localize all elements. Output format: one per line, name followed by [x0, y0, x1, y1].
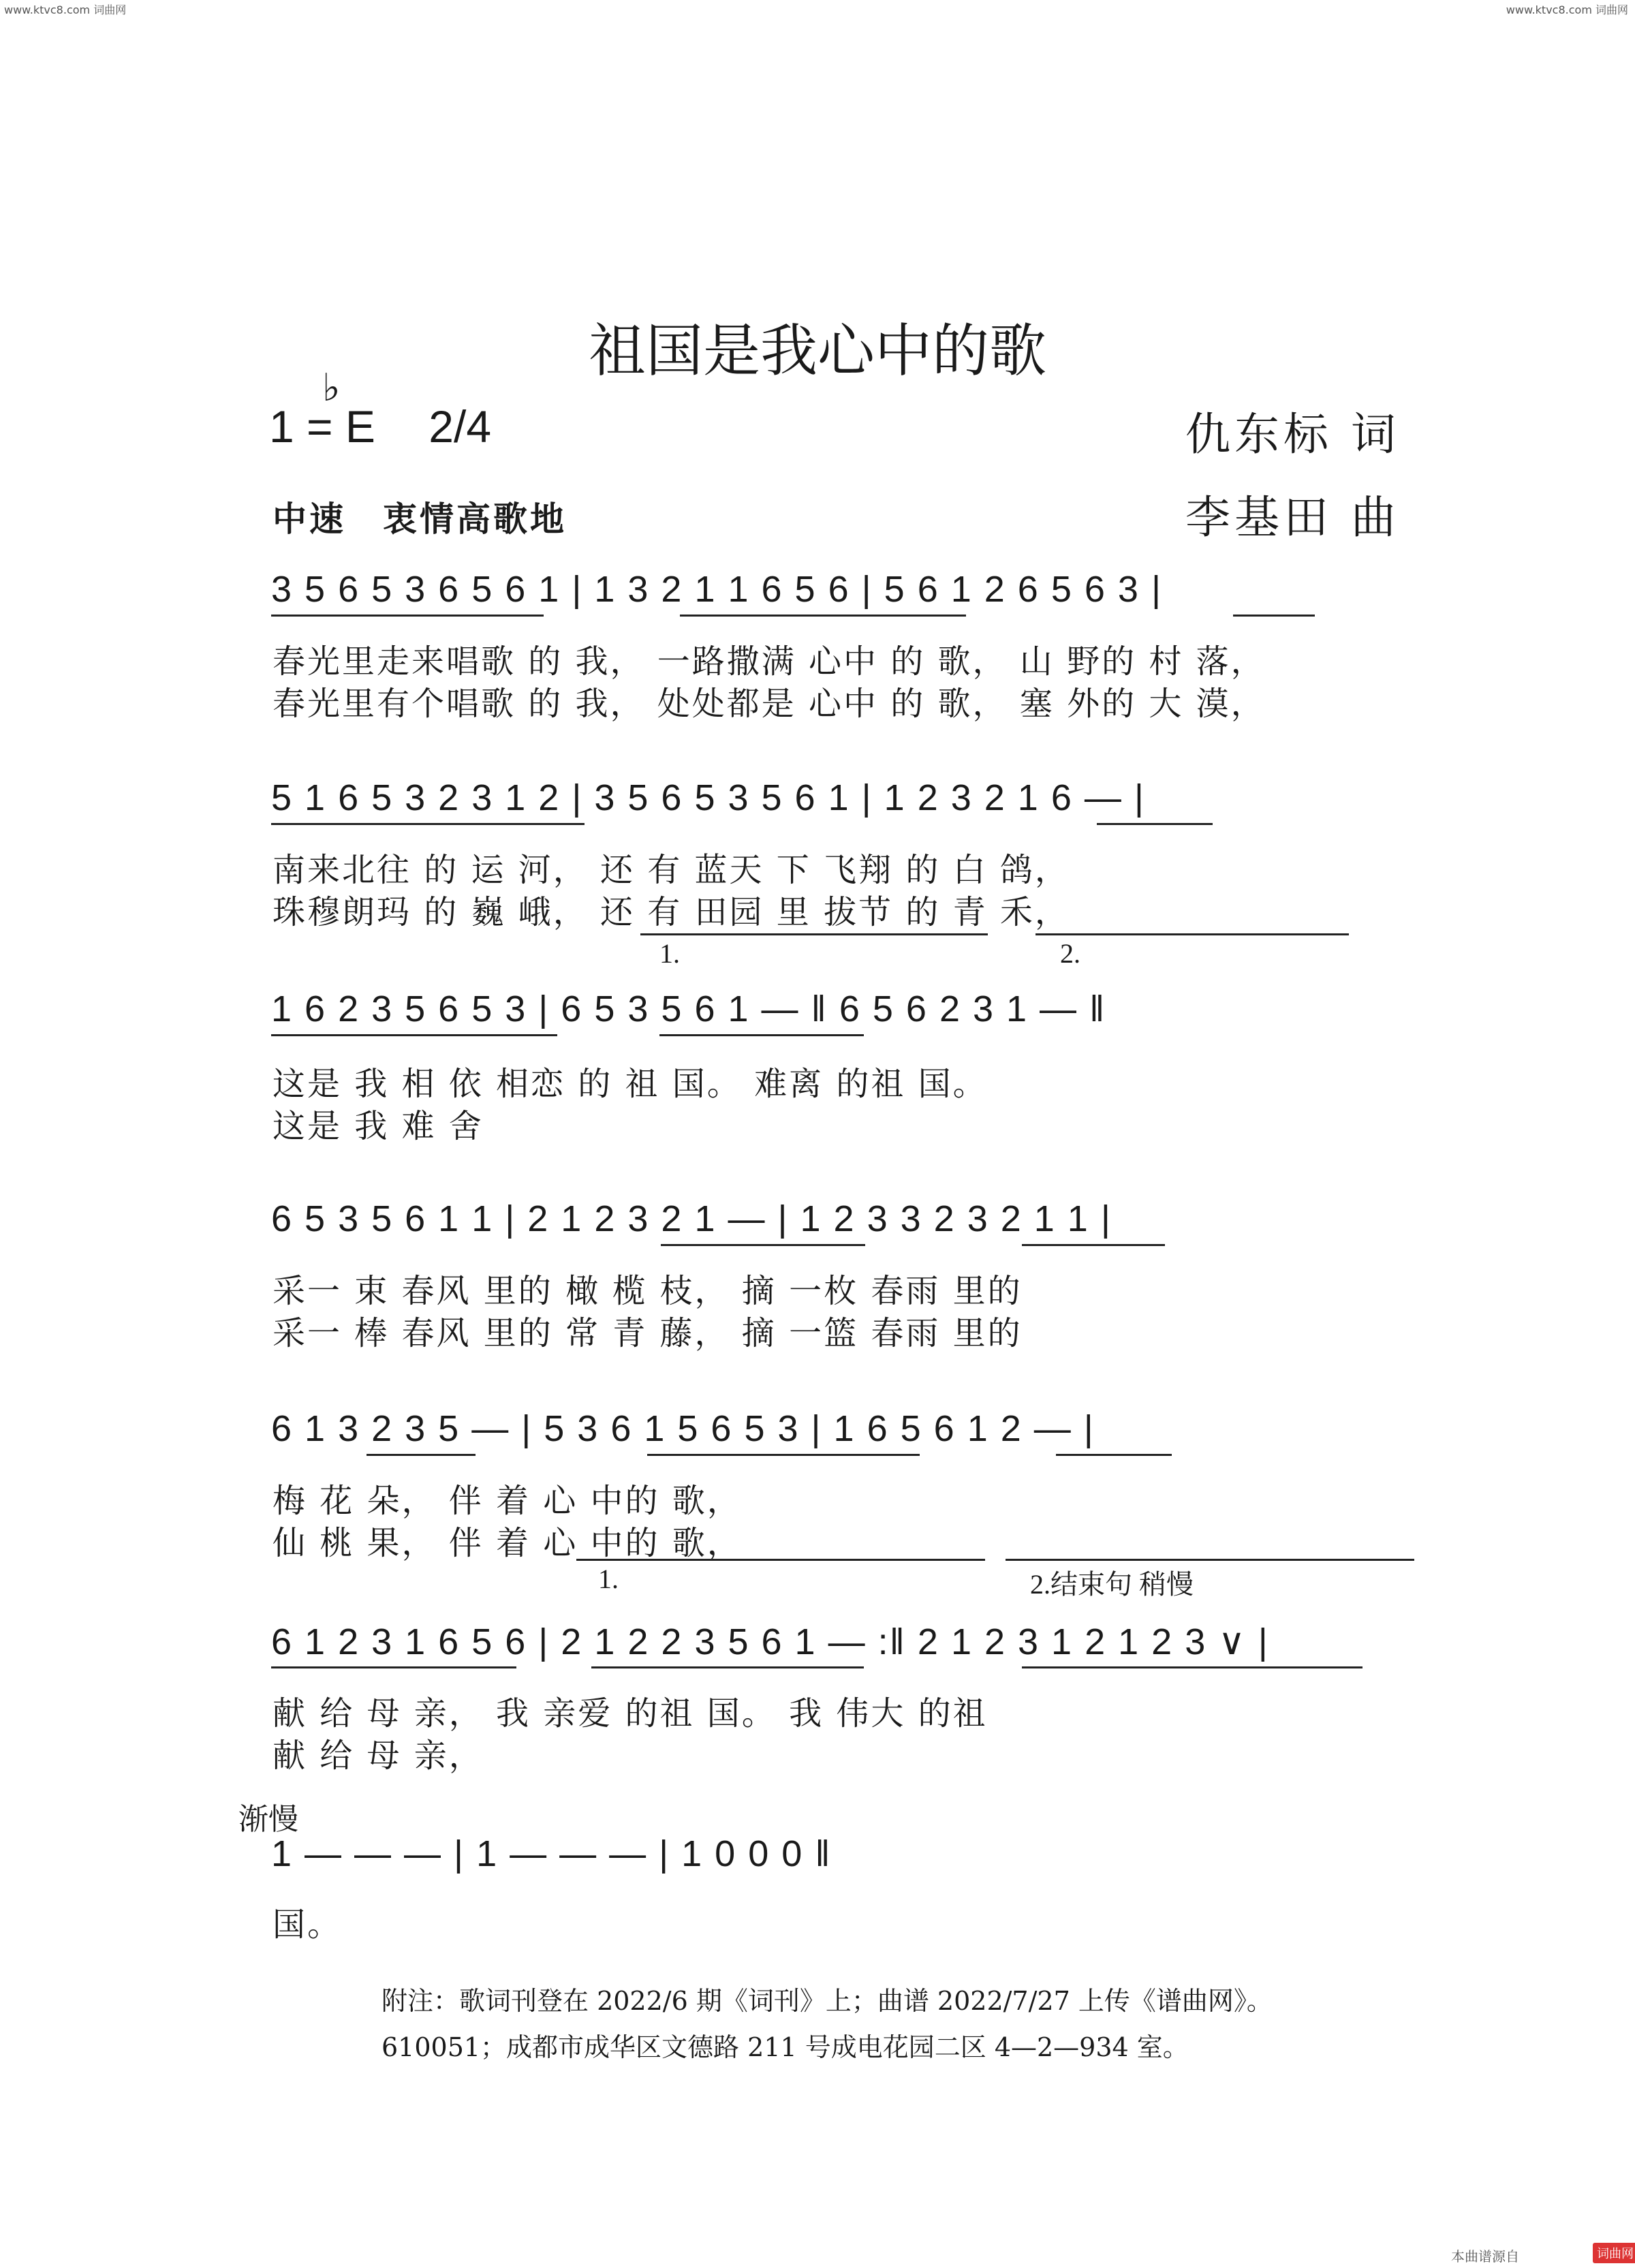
volta-1-system-3: 1. [659, 938, 680, 969]
footnote-line-2: 610051；成都市成华区文德路 211 号成电花园二区 4—2—934 室。 [382, 2032, 1189, 2062]
lyrics-system-5-verse-2: 仙 桃 果， 伴 着 心 中的 歌， [272, 1524, 742, 1562]
volta-2-system-6: 2.结束句 稍慢 [1030, 1569, 1194, 1600]
lyrics-system-2-verse-1: 南来北往 的 运 河， 还 有 蓝天 下 飞翔 的 白 鸽， [272, 851, 1070, 889]
volta-2-system-3: 2. [1060, 938, 1080, 969]
lyrics-system-6-verse-2: 献 给 母 亲， [272, 1737, 484, 1775]
lyrics-system-5-verse-1: 梅 花 朵， 伴 着 心 中的 歌， [272, 1482, 742, 1520]
notes-system-3: 1 6 2 3 5 6 5 3 | 6 5 3 5 6 1 — ‖ 6 5 6 2 3 1 — ‖ [271, 989, 1106, 1029]
volta-1-system-6: 1. [598, 1564, 619, 1594]
lyrics-system-3-verse-1: 这是 我 相 依 相恋 的 祖 国。 难离 的祖 国。 [272, 1065, 988, 1103]
lyrics-system-4-verse-2: 采一 棒 春风 里的 常 青 藤， 摘 一篮 春雨 里的 [272, 1314, 1023, 1352]
lyrics-system-2-verse-2: 珠穆朗玛 的 巍 峨， 还 有 田园 里 拔节 的 青 禾， [272, 893, 1070, 931]
notes-system-5: 6 1 3 2 3 5 — | 5 3 6 1 5 6 5 3 | 1 6 5 6 1 2 — | [271, 1408, 1095, 1449]
lyrics-system-6-verse-1: 献 给 母 亲， 我 亲爱 的祖 国。 我 伟大 的祖 [272, 1694, 988, 1733]
watermark-bottom-right: 本曲谱源自 [1451, 2248, 1519, 2265]
notes-system-1: 3 5 6 5 3 6 5 6 1 | 1 3 2 1 1 6 5 6 | 5 6 1 2 6 5 6 3 | [271, 569, 1162, 610]
tempo-marking: 中速 衷情高歌地 [272, 499, 567, 539]
composer-credit: 李基田 曲 [1185, 491, 1400, 544]
lyrics-system-1-verse-2: 春光里有个唱歌 的 我， 处处都是 心中 的 歌， 塞 外的 大 漠， [272, 685, 1266, 723]
notes-system-6: 6 1 2 3 1 6 5 6 | 2 1 2 2 3 5 6 1 — :‖ 2 1 2 3 1 2 1 2 3 ∨ | [271, 1621, 1269, 1662]
flat-icon: ♭ [322, 366, 341, 409]
key-label: 1 = E [269, 401, 375, 452]
notes-system-7: 1 — — — | 1 — — — | 1 0 0 0 ‖ [271, 1833, 832, 1874]
footnote-line-1: 附注：歌词刊登在 2022/6 期《词刊》上；曲谱 2022/7/27 上传《谱曲网》。 [382, 1986, 1273, 2016]
lyrics-system-7: 国。 [272, 1906, 343, 1944]
lyricist-credit: 仇东标 词 [1185, 408, 1400, 461]
lyrics-system-1-verse-1: 春光里走来唱歌 的 我， 一路撒满 心中 的 歌， 山 野的 村 落， [272, 642, 1266, 681]
key-signature [269, 366, 492, 452]
watermark-badge: 词曲网 [1593, 2243, 1635, 2263]
lyrics-system-4-verse-1: 采一 束 春风 里的 橄 榄 枝， 摘 一枚 春雨 里的 [272, 1272, 1023, 1310]
time-signature: 2/4 [429, 401, 492, 452]
lyrics-system-3-verse-2: 这是 我 难 舍 [272, 1107, 484, 1145]
notes-system-2: 5 1 6 5 3 2 3 1 2 | 3 5 6 5 3 5 6 1 | 1 2 3 2 1 6 — | [271, 777, 1145, 818]
notes-system-4: 6 5 3 5 6 1 1 | 2 1 2 3 2 1 — | 1 2 3 3 2 3 2 1 1 | [271, 1198, 1112, 1239]
watermark-right: www.ktvc8.com 词曲网 [1506, 3, 1628, 16]
watermark-left: www.ktvc8.com 词曲网 [4, 3, 127, 16]
ritardando-marking: 渐慢 [238, 1802, 298, 1837]
song-title: 祖国是我心中的歌 [588, 317, 1046, 384]
